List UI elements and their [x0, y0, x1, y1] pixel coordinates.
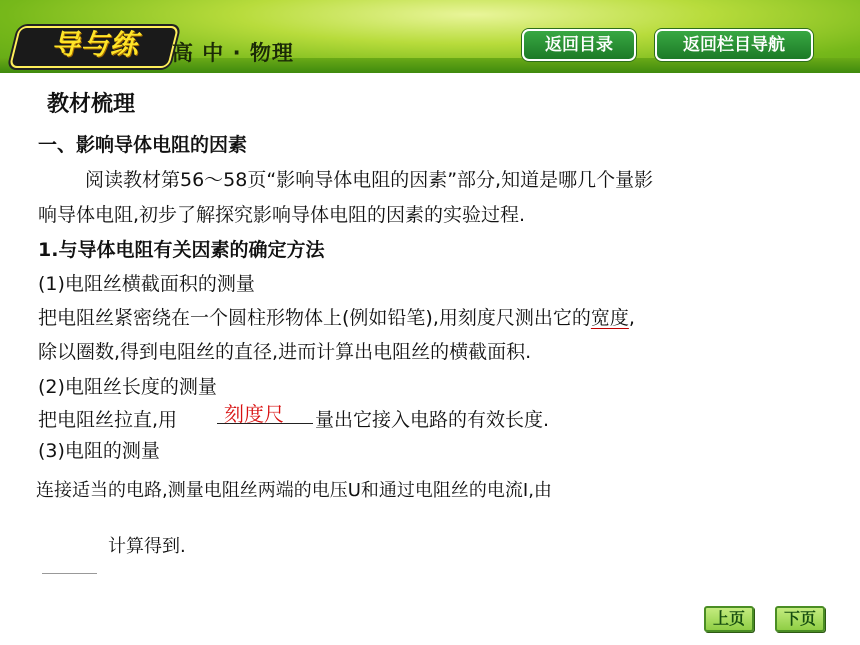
header-banner [0, 0, 860, 73]
sub-heading-2: (2)电阻丝长度的测量 [38, 376, 217, 398]
back-to-contents-button[interactable]: 返回目录 [522, 29, 636, 61]
page-title: 教材梳理 [47, 92, 136, 117]
underlined-term: 宽度 [590, 307, 629, 329]
sub3-line-2: 计算得到. [108, 536, 186, 557]
sub1-line-1 [38, 303, 635, 330]
sub3-line-1: 连接适当的电路,测量电阻丝两端的电压U和通过电阻丝的电流I,由 [36, 480, 552, 501]
sub2-line-post: 量出它接入电路的有效长度. [315, 409, 550, 431]
answer-blank [217, 423, 313, 424]
intro-line-2: 响导体电阻,初步了解探究影响导体电阻的因素的实验过程. [38, 204, 526, 226]
next-page-button[interactable]: 下页 [775, 606, 825, 632]
sub-heading-1: (1)电阻丝横截面积的测量 [38, 273, 255, 295]
item-1-heading: 1.与导体电阻有关因素的确定方法 [38, 239, 325, 261]
logo: 导与练 [51, 28, 139, 61]
section-heading: 一、影响导体电阻的因素 [38, 134, 248, 156]
subject-label: 高 中 · 物理 [172, 41, 294, 65]
sub-heading-3: (3)电阻的测量 [38, 440, 160, 462]
intro-line-1: 阅读教材第56～58页“影响导体电阻的因素”部分,知道是哪几个量影 [85, 169, 654, 191]
previous-page-button[interactable]: 上页 [704, 606, 754, 632]
sub2-line-pre: 把电阻丝拉直,用 [38, 409, 178, 431]
answer-text: 刻度尺 [224, 402, 284, 426]
divider [42, 573, 97, 574]
back-to-column-nav-button[interactable]: 返回栏目导航 [655, 29, 813, 61]
sub1-line-1-text: 把电阻丝紧密绕在一个圆柱形物体上(例如铅笔),用刻度尺测出它的 [38, 307, 591, 329]
sub1-line-2: 除以圈数,得到电阻丝的直径,进而计算出电阻丝的横截面积. [38, 341, 532, 363]
sub1-line-1-comma: , [628, 307, 635, 329]
